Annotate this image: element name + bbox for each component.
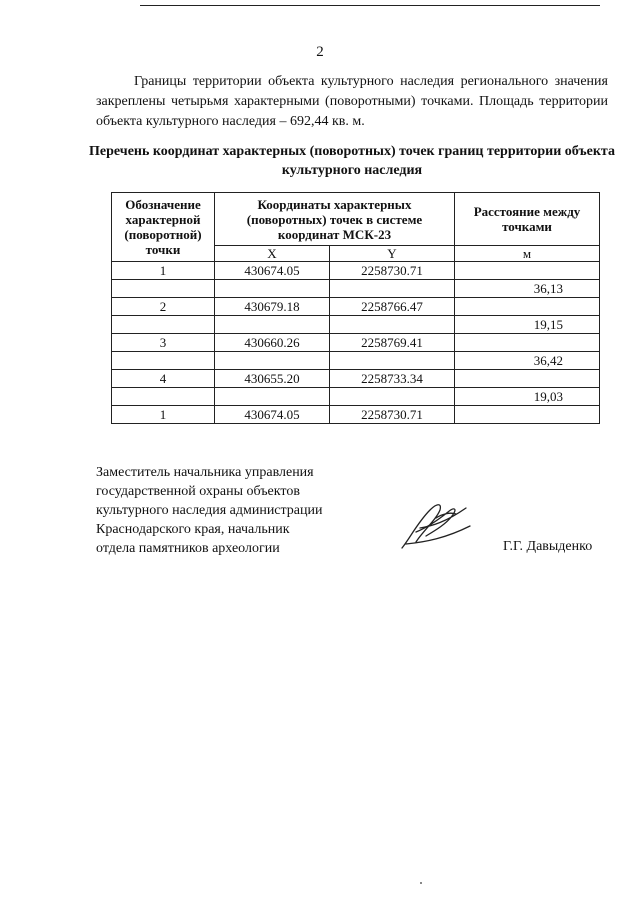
header-distance: Расстояние между точками [455,193,600,246]
signer-line: культурного наследия администрации [96,503,323,518]
coord-x: 430660.26 [215,334,330,352]
distance-cell [455,298,600,316]
table-row [112,352,600,370]
distance-cell [455,406,600,424]
coord-x: 430655.20 [215,370,330,388]
header-unit: м [455,246,600,262]
signer-line: государственной охраны объектов [96,484,300,499]
coord-y: 2258766.47 [330,298,455,316]
table-row [112,262,600,280]
handwritten-signature [396,498,476,554]
table-row [112,280,600,298]
coord-y: 2258730.71 [330,262,455,280]
distance-value: 19,15 [455,316,600,334]
table-title: Перечень координат характерных (поворотных) точек границ территории объекта культурного наследия [89,144,615,178]
signer-block [96,463,376,558]
scan-speck [420,882,422,884]
point-id: 2 [112,298,215,316]
header-point: Обозначение характерной (поворотной) точки [112,193,215,262]
coord-x: 430679.18 [215,298,330,316]
point-id: 1 [112,262,215,280]
table-row [112,388,600,406]
distance-value: 36,42 [455,352,600,370]
distance-cell [455,262,600,280]
top-rule [140,5,600,6]
distance-value: 19,03 [455,388,600,406]
signer-name: Г.Г. Давыденко [503,539,593,554]
point-id: 3 [112,334,215,352]
table-row [112,406,600,424]
header-x: X [215,246,330,262]
distance-cell [455,334,600,352]
coordinates-table [111,192,600,424]
coord-y: 2258730.71 [330,406,455,424]
coord-x: 430674.05 [215,406,330,424]
signer-line: Заместитель начальника управления [96,465,314,480]
point-id: 4 [112,370,215,388]
signer-line: Краснодарского края, начальник [96,522,290,537]
coord-y: 2258769.41 [330,334,455,352]
signer-line: отдела памятников археологии [96,541,280,556]
page-number: 2 [316,44,324,60]
table-row [112,316,600,334]
header-y: Y [330,246,455,262]
table-row [112,334,600,352]
table-row [112,370,600,388]
distance-value: 36,13 [455,280,600,298]
coord-y: 2258733.34 [330,370,455,388]
coord-x: 430674.05 [215,262,330,280]
table-row [112,298,600,316]
point-id: 1 [112,406,215,424]
intro-paragraph [96,72,608,132]
distance-cell [455,370,600,388]
intro-text: Границы территории объекта культурного наследия регионального значения закреплены четырьмя характерными (поворотными) точками. Площадь территории объекта культурного наследия – 692,44 кв. м. [96,74,608,129]
header-coords: Координаты характерных (поворотных) точек в системе координат МСК-23 [215,193,455,246]
